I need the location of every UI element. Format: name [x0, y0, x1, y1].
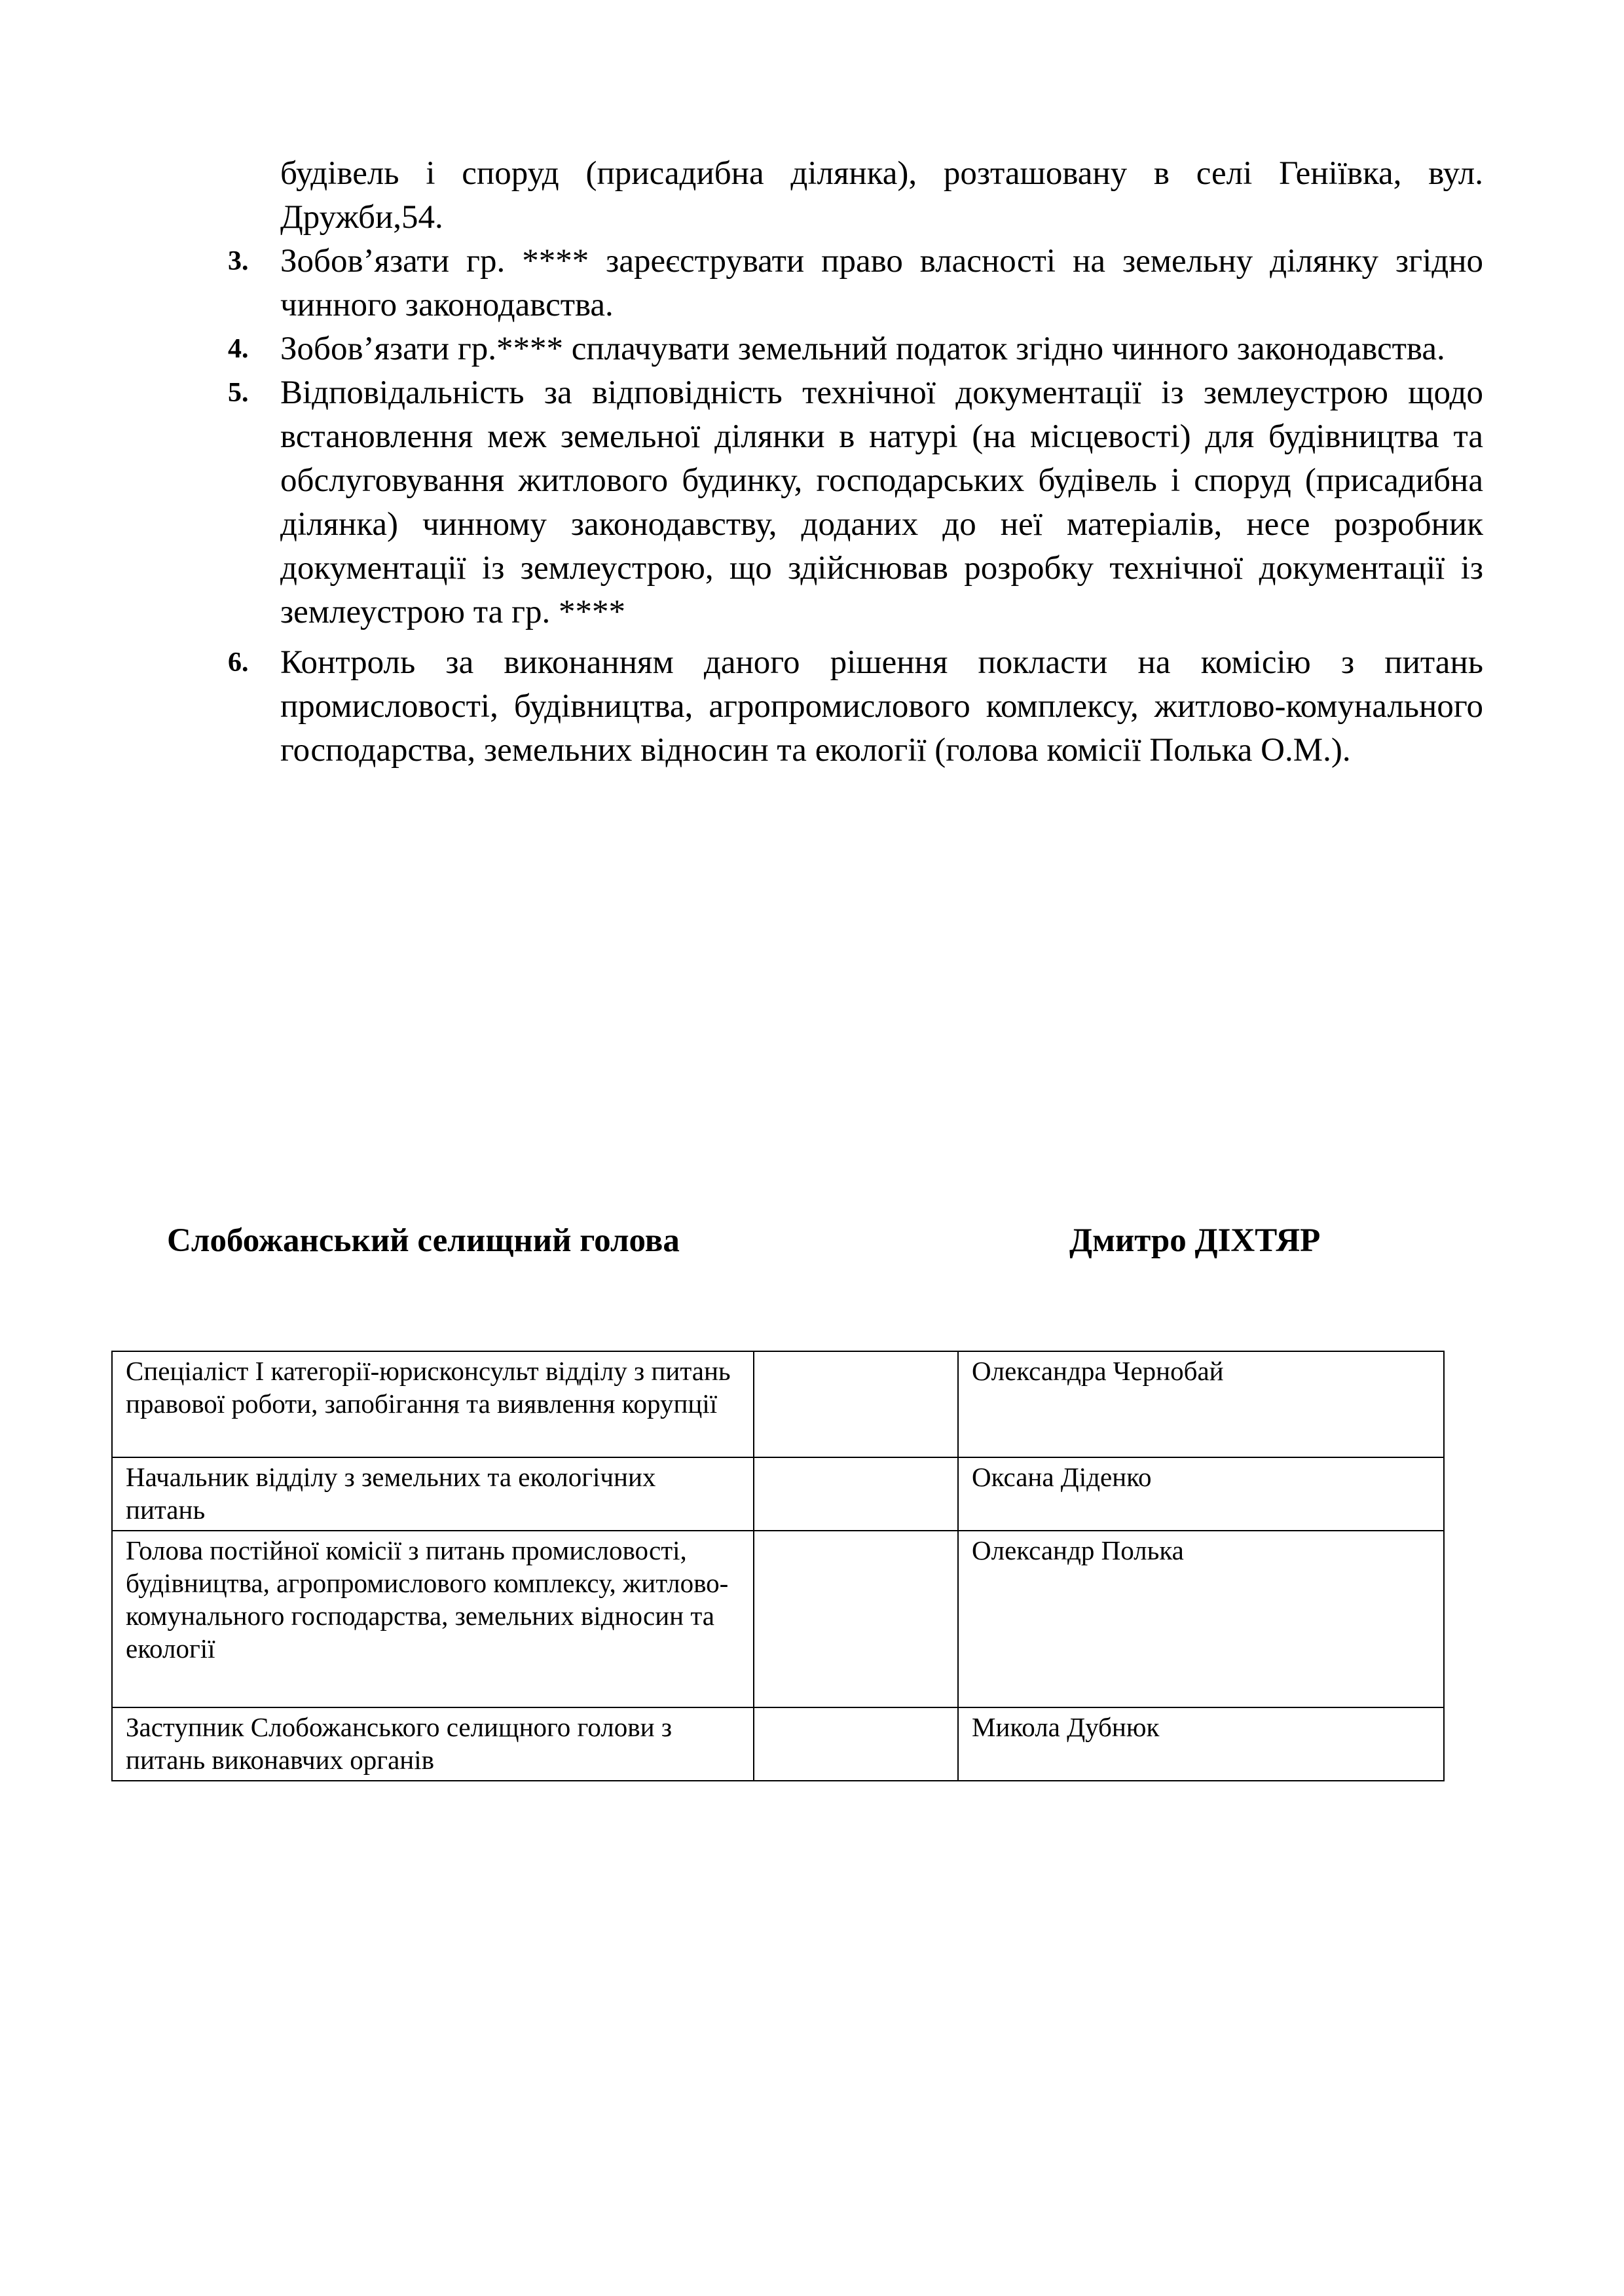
approver-signature-cell: [754, 1457, 958, 1531]
paragraph-5: [223, 371, 1483, 634]
paragraph-number: 6.: [228, 647, 249, 678]
approver-position: Начальник відділу з земельних та екологічних питань: [112, 1457, 754, 1531]
approver-name: Олександра Чернобай: [958, 1351, 1444, 1457]
paragraph-3: [223, 240, 1483, 327]
approval-table: [111, 1351, 1445, 1781]
decision-body: [223, 152, 1483, 773]
paragraph-number: 4.: [228, 334, 249, 364]
approver-signature-cell: [754, 1351, 958, 1457]
paragraph-4: [223, 327, 1483, 371]
paragraph-text: будівель і споруд (присадибна ділянка), розташовану в селі Геніївка, вул. Дружби,54.: [280, 155, 1483, 236]
table-row: [112, 1707, 1444, 1781]
approver-position: Спеціаліст І категорії-юрисконсульт відділу з питань правової роботи, запобігання та виявлення корупції: [112, 1351, 754, 1457]
approver-name: Оксана Діденко: [958, 1457, 1444, 1531]
paragraph-text: Відповідальність за відповідність технічної документації із землеустрою щодо встановлення меж земельної ділянки в натурі (на місцевості) для будівництва та обслуговування житлового будинку, господарських будівель і споруд (присадибна ділянка) чинному законодавству, доданих до неї матеріалів, несе розробник документації із землеустрою, що здійснював розробку технічної документації із землеустрою та гр. ****: [280, 374, 1483, 630]
approver-position: Голова постійної комісії з питань промисловості, будівництва, агропромислового комплексу, житлово-комунального господарства, земельних відносин та екології: [112, 1531, 754, 1707]
signatory-name: Дмитро ДІХТЯР: [1069, 1222, 1321, 1259]
approver-position: Заступник Слобожанського селищного голови з питань виконавчих органів: [112, 1707, 754, 1781]
paragraph-text: Зобов’язати гр. **** зареєструвати право власності на земельну ділянку згідно чинного законодавства.: [280, 243, 1483, 323]
table-row: [112, 1457, 1444, 1531]
paragraph-text: Контроль за виконанням даного рішення покласти на комісію з питань промисловості, будівництва, агропромислового комплексу, житлово-комунального господарства, земельних відносин та екології (голова комісії Полька О.М.).: [280, 644, 1483, 769]
paragraph-text: Зобов’язати гр.**** сплачувати земельний податок згідно чинного законодавства.: [280, 331, 1445, 367]
paragraph-continuation: [223, 152, 1483, 240]
approver-signature-cell: [754, 1531, 958, 1707]
paragraph-6: [223, 641, 1483, 773]
table-row: [112, 1531, 1444, 1707]
approver-signature-cell: [754, 1707, 958, 1781]
paragraph-number: 3.: [228, 246, 249, 276]
signatory-position: Слобожанський селищний голова: [167, 1222, 680, 1259]
approver-name: Олександр Полька: [958, 1531, 1444, 1707]
table-row: [112, 1351, 1444, 1457]
paragraph-number: 5.: [228, 378, 249, 408]
approver-name: Микола Дубнюк: [958, 1707, 1444, 1781]
